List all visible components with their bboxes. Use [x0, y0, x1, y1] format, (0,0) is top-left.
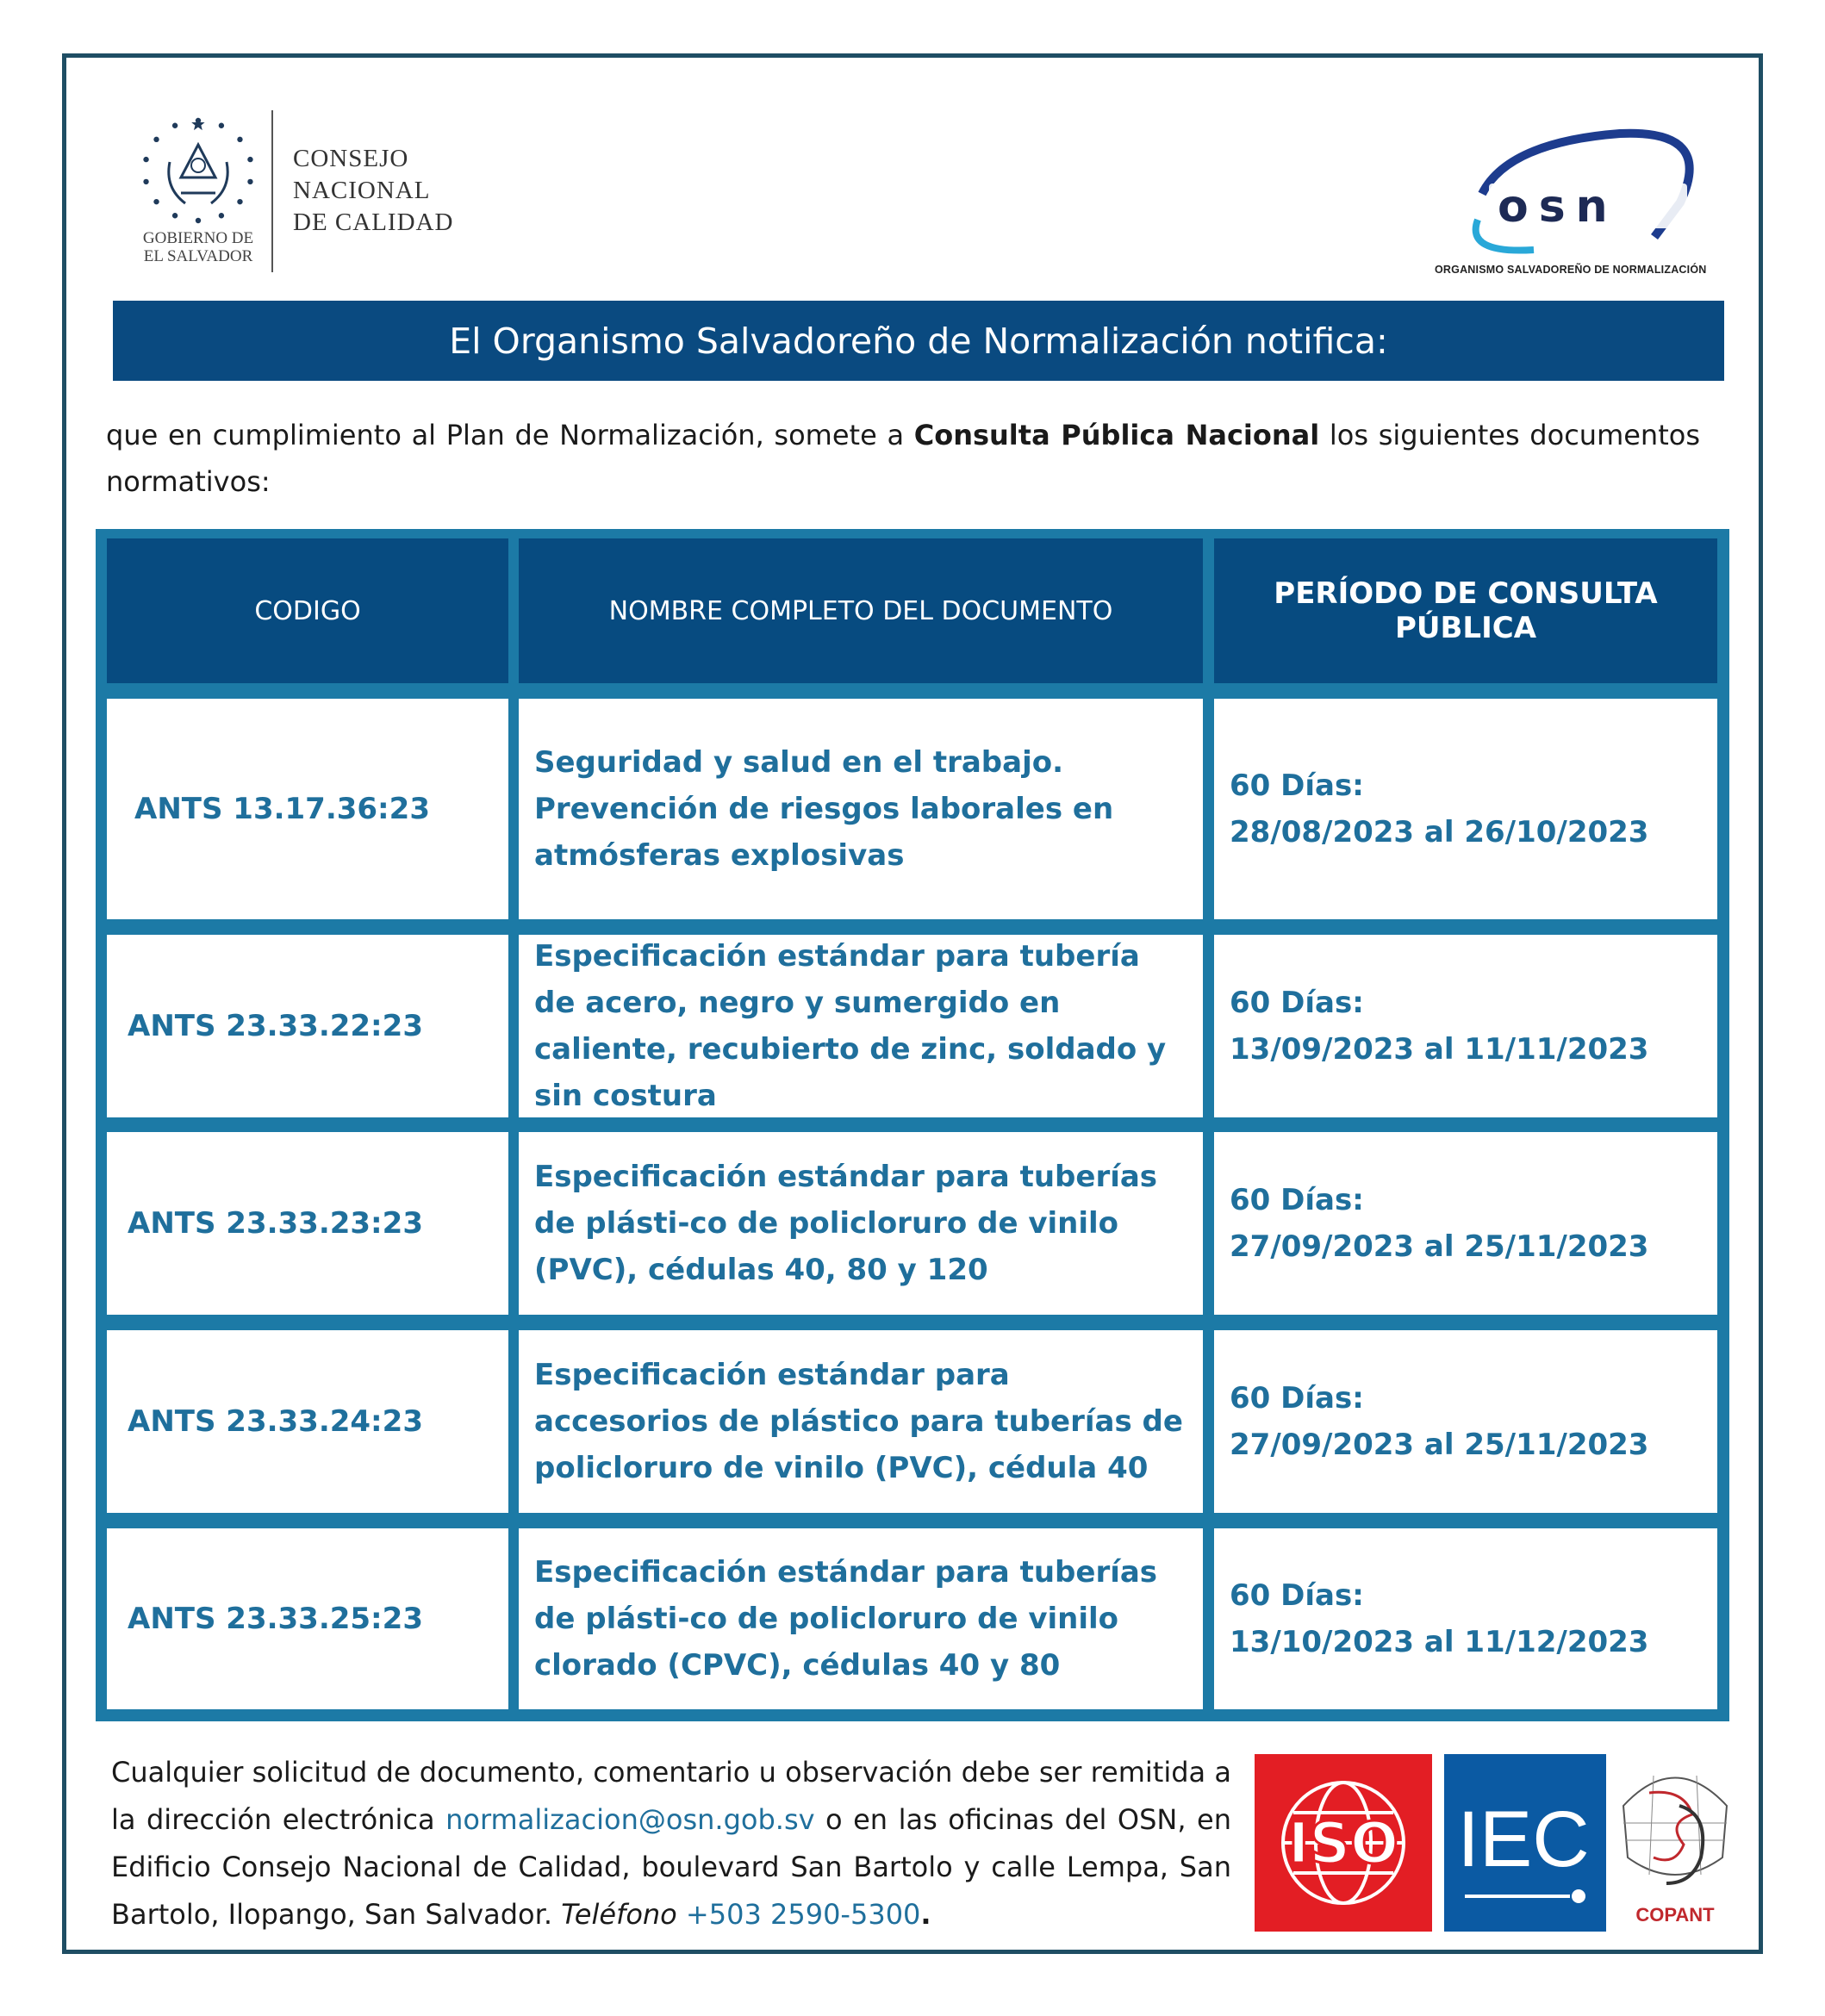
table-cell-name: Especificación estándar para tuberías de plásti-co de policloruro de vinilo (PVC), cédulas 40, 80 y 120 — [519, 1132, 1203, 1315]
osn-mark: osn — [1498, 181, 1618, 233]
period-range: 13/09/2023 al 11/11/2023 — [1230, 1032, 1649, 1067]
table-cell-code: ANTS 23.33.22:23 — [107, 935, 508, 1117]
gov-line-1: GOBIERNO DE — [142, 229, 254, 247]
phone-end: . — [920, 1898, 931, 1931]
seal-star-icon — [237, 199, 242, 204]
table-cell-name: Especificación estándar para tuberías de plásti-co de policloruro de vinilo clorado (CPVC), cédulas 40 y 80 — [519, 1528, 1203, 1709]
contact-text-middle: o en las oficinas del OSN, en Edificio Consejo Nacional de Calidad, boulevard San Bartolo y calle Lempa, San Bartolo, Ilopango, San Salvador. — [111, 1803, 1232, 1931]
osn-caption: ORGANISMO SALVADOREÑO DE NORMALIZACIÓN — [1435, 264, 1707, 276]
seal-star-icon — [247, 179, 252, 184]
phone-number: +503 2590-5300 — [676, 1898, 921, 1931]
gov-line-2: EL SALVADOR — [143, 247, 253, 265]
iso-mark: ISO — [1287, 1810, 1399, 1876]
seal-star-icon — [219, 213, 224, 218]
intro-text-start: que en cumplimiento al Plan de Normalización, somete a — [106, 419, 914, 451]
period-days: 60 Días: — [1230, 986, 1364, 1020]
period-range: 28/08/2023 al 26/10/2023 — [1230, 815, 1649, 849]
phone-label: Teléfono — [561, 1898, 677, 1931]
table-cell-period — [1214, 699, 1717, 919]
intro-text-end: los siguientes documentos normativos: — [106, 419, 1700, 498]
intro-paragraph — [106, 412, 1700, 505]
table-cell-period — [1214, 1528, 1717, 1709]
seal-star-icon — [219, 123, 224, 128]
iso-logo — [1255, 1754, 1432, 1932]
table-cell-code: ANTS 23.33.25:23 — [107, 1528, 508, 1709]
table-cell-name: Especificación estándar para accesorios de plástico para tuberías de policloruro de vinilo (PVC), cédula 40 — [519, 1330, 1203, 1513]
seal-star-icon — [196, 218, 201, 223]
period-range: 27/09/2023 al 25/11/2023 — [1230, 1229, 1649, 1264]
table-cell-period — [1214, 1132, 1717, 1315]
cnc-line-2: NACIONAL — [293, 177, 431, 204]
seal-star-icon — [143, 157, 148, 162]
copant-logo — [1615, 1754, 1735, 1932]
table-cell-code: ANTS 23.33.24:23 — [107, 1330, 508, 1513]
seal-star-icon — [237, 137, 242, 142]
cnc-line-3: DE CALIDAD — [293, 208, 454, 236]
period-days: 60 Días: — [1230, 1183, 1364, 1217]
el-salvador-seal-icon — [134, 110, 263, 231]
table-cell-code: ANTS 13.17.36:23 — [107, 699, 508, 919]
cnc-line-1: CONSEJO — [293, 145, 409, 172]
table-cell-name: Especificación estándar para tubería de acero, negro y sumergido en caliente, recubierto de zinc, soldado y sin costura — [519, 935, 1203, 1117]
header-codigo: CODIGO — [107, 538, 508, 683]
contact-email-link[interactable]: normalizacion@osn.gob.sv — [445, 1803, 815, 1836]
table-cell-period — [1214, 935, 1717, 1117]
intro-bold: Consulta Pública Nacional — [913, 419, 1320, 451]
copant-mark: COPANT — [1635, 1904, 1715, 1926]
header-periodo: PERÍODO DE CONSULTA PÚBLICA — [1214, 538, 1717, 683]
period-range: 13/10/2023 al 11/12/2023 — [1230, 1625, 1649, 1659]
period-days: 60 Días: — [1230, 1578, 1364, 1613]
contact-text-start: Cualquier solicitud de documento, comentario u observación debe ser remitida a la dirección electrónica — [111, 1756, 1231, 1836]
period-days: 60 Días: — [1230, 768, 1364, 803]
period-range: 27/09/2023 al 25/11/2023 — [1230, 1428, 1649, 1462]
header-nombre: NOMBRE COMPLETO DEL DOCUMENTO — [519, 538, 1203, 683]
contact-paragraph — [111, 1749, 1231, 1938]
notification-banner: El Organismo Salvadoreño de Normalización notifica: — [113, 301, 1724, 381]
logo-divider — [271, 110, 273, 272]
period-days: 60 Días: — [1230, 1381, 1364, 1416]
table-cell-code: ANTS 23.33.23:23 — [107, 1132, 508, 1315]
cnc-text — [293, 143, 453, 239]
gobierno-logo — [134, 110, 495, 274]
seal-star-icon — [196, 118, 201, 123]
osn-logo — [1430, 125, 1741, 280]
seal-star-icon — [172, 123, 178, 128]
table-cell-name: Seguridad y salud en el trabajo. Prevención de riesgos laborales en atmósferas explosivas — [519, 699, 1203, 919]
seal-star-icon — [143, 179, 148, 184]
iec-mark: IEC — [1457, 1795, 1590, 1883]
documents-table — [96, 529, 1729, 1721]
gobierno-text — [134, 229, 263, 265]
seal-star-icon — [247, 157, 252, 162]
table-cell-period — [1214, 1330, 1717, 1513]
seal-star-icon — [153, 137, 159, 142]
iec-logo — [1444, 1754, 1606, 1932]
seal-star-icon — [172, 213, 178, 218]
seal-star-icon — [153, 199, 159, 204]
